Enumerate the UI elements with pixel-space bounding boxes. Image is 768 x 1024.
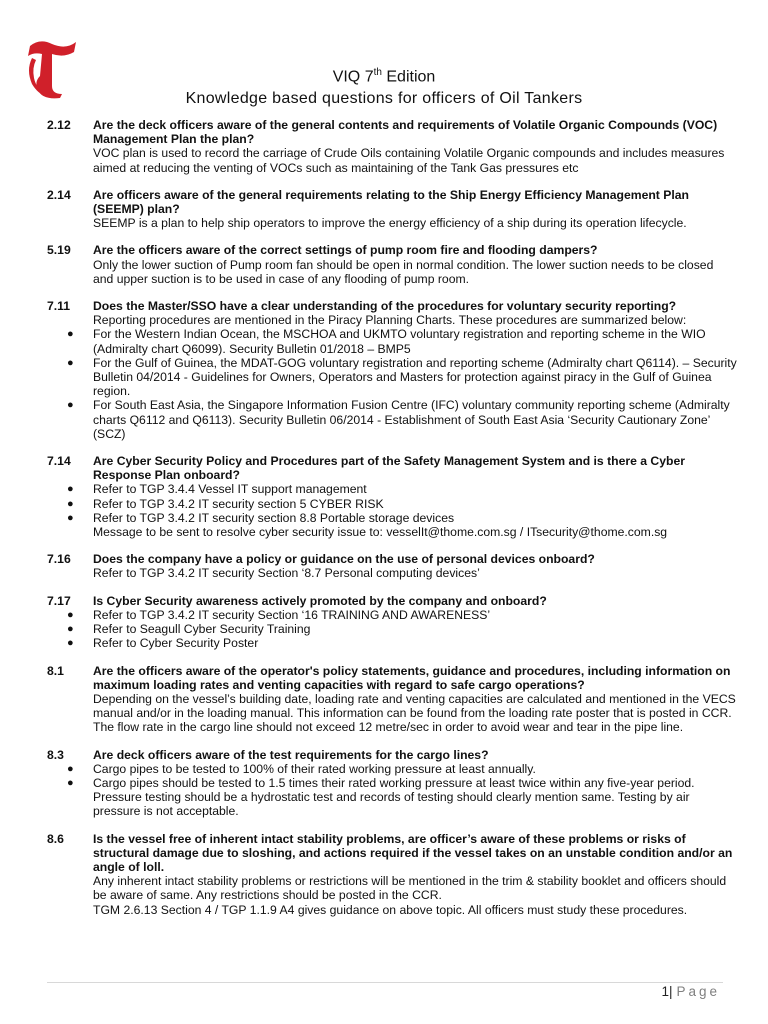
question-block bbox=[47, 188, 737, 231]
question-number: 7.14 bbox=[47, 454, 71, 469]
bullet-icon: ● bbox=[67, 762, 74, 775]
footer-divider bbox=[47, 982, 723, 983]
question-block bbox=[47, 552, 737, 580]
question-text: Are Cyber Security Policy and Procedures part of the Safety Management System and is there a Cyber Response Plan onboard? bbox=[93, 454, 685, 483]
list-item: ● Refer to Seagull Cyber Security Training bbox=[67, 622, 311, 637]
question-text: Are the deck officers aware of the general contents and requirements of Volatile Organic Compounds (VOC) Management Plan the plan? bbox=[93, 118, 718, 147]
list-item: ● For South East Asia, the Singapore Information Fusion Centre (IFC) voluntary community reporting scheme (Admiralty charts Q6112 and Q6113). Security Bulletin 06/2014 - Establishment of South East Asia ‘Security Cautionary Zone’ (SCZ) bbox=[67, 398, 730, 441]
bullet-icon: ● bbox=[67, 623, 74, 636]
document-title: VIQ 7th Edition bbox=[332, 67, 436, 86]
bullet-icon: ● bbox=[67, 497, 74, 510]
answer-text: Reporting procedures are mentioned in the Piracy Planning Charts. These procedures are summarized below: bbox=[93, 313, 687, 328]
document-subtitle: Knowledge based questions for officers of Oil Tankers bbox=[185, 90, 583, 108]
question-number: 5.19 bbox=[47, 243, 71, 258]
list-item: ● Refer to Cyber Security Poster bbox=[67, 636, 259, 651]
answer-text: Only the lower suction of Pump room fan should be open in normal condition. The lower suction needs to be closed and upper suction is to be used in case of any flooding of pump room. bbox=[93, 257, 714, 286]
list-item: ● Refer to TGP 3.4.2 IT security section 8.8 Portable storage devices bbox=[67, 510, 455, 525]
page-number: 1 bbox=[661, 984, 669, 999]
bullet-icon: ● bbox=[67, 637, 74, 650]
answer-text: SEEMP is a plan to help ship operators to improve the energy efficiency of a ship during its operation lifecycle. bbox=[93, 216, 687, 231]
bullet-icon: ● bbox=[67, 511, 74, 524]
question-text: Are deck officers aware of the test requirements for the cargo lines? bbox=[93, 747, 489, 762]
answer-bullet-list bbox=[67, 327, 737, 441]
bullet-icon: ● bbox=[67, 356, 74, 369]
question-block bbox=[47, 118, 737, 175]
page-label: Page bbox=[676, 984, 720, 999]
page-footer: 1| Page bbox=[661, 984, 720, 999]
question-block bbox=[47, 299, 737, 441]
list-item: ● For the Gulf of Guinea, the MDAT-GOG voluntary registration and reporting scheme (Admiralty chart Q6114). – Security Bulletin 04/2014 - Guidelines for Owners, Operators and Masters for protection against piracy in the Gulf of Guinea region. bbox=[67, 355, 737, 399]
bullet-icon: ● bbox=[67, 483, 74, 496]
question-block bbox=[47, 664, 737, 735]
answer-bullet-list bbox=[67, 482, 737, 525]
answer-text: Any inherent intact stability problems or restrictions will be mentioned in the trim & stability booklet and officers should be aware of same. Any restrictions should be posted in the CCR. bbox=[93, 874, 727, 903]
bullet-icon: ● bbox=[67, 399, 74, 412]
question-block bbox=[47, 748, 737, 819]
list-item: ● Cargo pipes to be tested to 100% of their rated working pressure at least annually. bbox=[67, 761, 536, 776]
question-text: Does the Master/SSO have a clear understanding of the procedures for voluntary security reporting? bbox=[93, 299, 677, 314]
answer-text: Message to be sent to resolve cyber security issue to: vesselIt@thome.com.sg / ITsecurity@thome.com.sg bbox=[93, 525, 668, 540]
question-block bbox=[47, 832, 737, 917]
question-text: Are officers aware of the general requirements relating to the Ship Energy Efficiency Management Plan (SEEMP) plan? bbox=[93, 187, 689, 217]
list-item: ● Refer to TGP 3.4.2 IT security Section ‘16 TRAINING AND AWARENESS’ bbox=[67, 607, 491, 622]
question-number: 8.1 bbox=[47, 663, 64, 678]
list-item: ● For the Western Indian Ocean, the MSCHOA and UKMTO voluntary registration and reporting scheme in the WIO (Admiralty chart Q6099). Security Bulletin 01/2018 – BMP5 bbox=[67, 327, 706, 356]
question-number: 7.17 bbox=[47, 593, 71, 608]
question-block bbox=[47, 454, 737, 539]
bullet-icon: ● bbox=[67, 608, 74, 621]
question-number: 8.6 bbox=[47, 831, 64, 846]
question-number: 7.11 bbox=[47, 299, 71, 314]
answer-bullet-list bbox=[67, 607, 737, 651]
answer-text: Refer to TGP 3.4.2 IT security Section ‘8.7 Personal computing devices’ bbox=[93, 566, 480, 581]
question-block bbox=[47, 243, 737, 286]
question-number: 2.12 bbox=[47, 118, 71, 132]
question-text: Are the officers aware of the operator's policy statements, guidance and procedures, including information on maximum loading rates and venting capacities with regard to safe cargo operations? bbox=[93, 663, 731, 692]
question-list bbox=[47, 118, 737, 930]
answer-text: VOC plan is used to record the carriage of Crude Oils containing Volatile Organic compounds and includes measures aimed at reducing the venting of VOCs such as maintaining of the Tank Gas pressures etc bbox=[93, 146, 725, 175]
question-number: 2.14 bbox=[47, 187, 71, 202]
list-item: ● Refer to TGP 3.4.4 Vessel IT support management bbox=[67, 482, 367, 497]
bullet-icon: ● bbox=[67, 328, 74, 341]
answer-text: Depending on the vessel’s building date, loading rate and venting capacities are calculated and mentioned in the VECS manual and/or in the loading manual. This information can be found from the loading rate poster that is posted in CCR. bbox=[93, 691, 736, 721]
answer-text: TGM 2.6.13 Section 4 / TGP 1.1.9 A4 gives guidance on above topic. All officers must study these procedures. bbox=[93, 902, 688, 917]
question-block bbox=[47, 594, 737, 651]
bullet-icon: ● bbox=[67, 776, 74, 789]
question-text: Does the company have a policy or guidance on the use of personal devices onboard? bbox=[93, 552, 595, 567]
list-item: ● Cargo pipes should be tested to 1.5 times their rated working pressure at least twice within any five-year period. bbox=[67, 775, 695, 790]
question-text: Are the officers aware of the correct settings of pump room fire and flooding dampers? bbox=[93, 243, 598, 258]
answer-text: The flow rate in the cargo line should not exceed 12 metre/sec in order to avoid wear and tear in the pipe line. bbox=[93, 720, 684, 735]
question-text: Is Cyber Security awareness actively promoted by the company and onboard? bbox=[93, 593, 547, 608]
answer-text: Pressure testing should be a hydrostatic test and records of testing should clearly mention same. Testing by air pressure is not acceptable. bbox=[93, 790, 690, 819]
question-number: 7.16 bbox=[47, 552, 71, 567]
list-item: ● Refer to TGP 3.4.2 IT security section 5 CYBER RISK bbox=[67, 496, 384, 511]
question-number: 8.3 bbox=[47, 747, 64, 762]
answer-bullet-list bbox=[67, 761, 737, 790]
question-text: Is the vessel free of inherent intact stability problems, are officer’s aware of these problems or risks of structural damage due to sloshing, and actions required if the vessel takes on an unstable condition and/or an angle of loll. bbox=[93, 831, 733, 874]
document-header bbox=[0, 62, 768, 110]
